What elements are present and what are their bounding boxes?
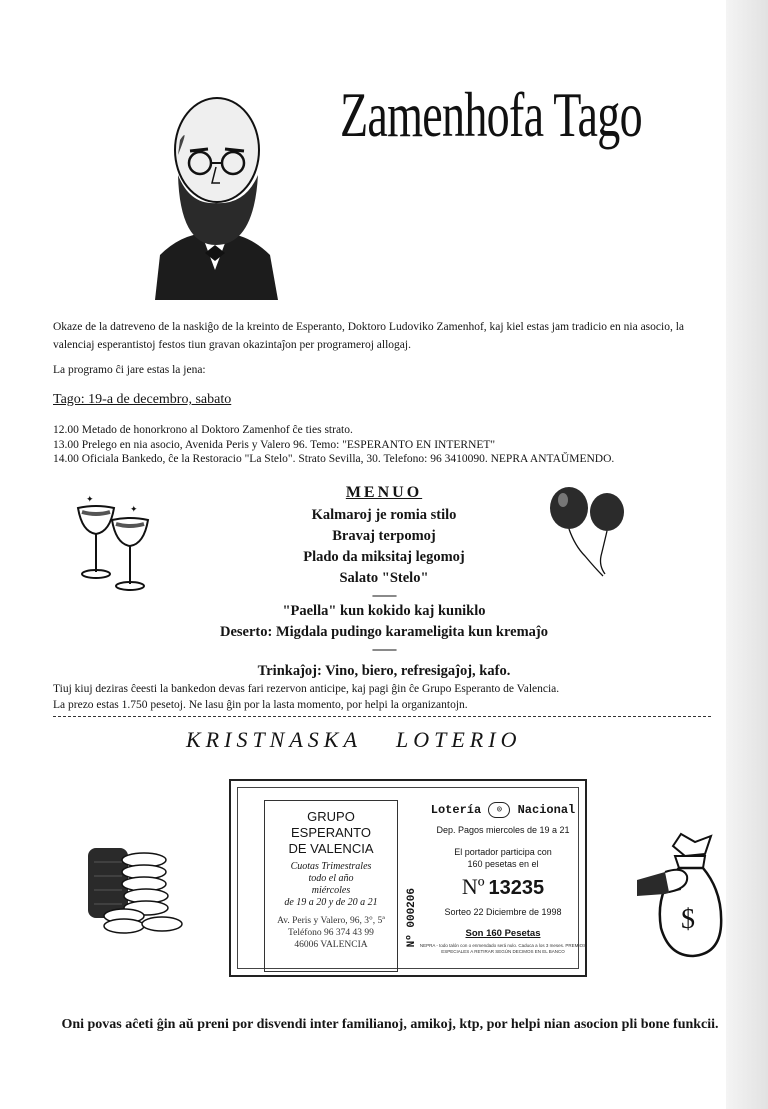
svg-text:✦: ✦ xyxy=(86,494,94,504)
closing-text: Oni povas aĉeti ĝin aŭ preni por disvendi inter familianoj, amikoj, ktp, por helpi nian asocion pli bone funkcii. xyxy=(61,1017,719,1032)
portador-line: 160 pesetas en el xyxy=(467,859,539,869)
reservation-note xyxy=(53,681,733,713)
ticket-details xyxy=(418,802,588,955)
schedule-item: 14.00 Oficiala Bankedo, ĉe la Restoracio "La Stelo". Strato Sevilla, 30. Telefono: 96 3410090. NEPRA ANTAŬMENDO. xyxy=(53,453,615,465)
stamp-schedule-line: todo el año xyxy=(308,873,354,884)
ticket-serial: Nº 000206 xyxy=(406,888,418,948)
stamp-address-line: Teléfono 96 374 43 99 xyxy=(288,928,374,938)
menu-item: "Paella" kun kokido kaj kuniklo xyxy=(282,603,486,619)
portador-line: El portador participa con xyxy=(454,847,552,857)
page-title: Zamenhofa Tago xyxy=(340,79,642,150)
menu-section xyxy=(120,482,648,682)
menu-title: MENUO xyxy=(345,484,423,501)
stamp-schedule-line: miércoles xyxy=(311,885,351,896)
menu-item: Salato "Stelo" xyxy=(339,570,429,586)
menu-item: Plado da miksitaj legomoj xyxy=(303,549,465,565)
day-heading: Tago: 19-a de decembro, sabato xyxy=(53,392,232,407)
number-prefix: Nº xyxy=(461,874,485,899)
stamp-name-line: ESPERANTO xyxy=(291,825,371,840)
schedule-list xyxy=(53,423,733,467)
page-shadow-edge xyxy=(726,0,768,1109)
intro-paragraph: Okaze de la datreveno de la naskiĝo de la kreinto de Esperanto, Doktoro Ludoviko Zamenhof, kaj kiel estas jam tradicio en nia asocio, la valenciaj esperantistoj festos tiun gravan okazintaĵon per programeroj allogaj. xyxy=(53,321,685,351)
lottery-title: KRISTNASKA LOTERIO xyxy=(186,727,522,752)
zamenhof-portrait xyxy=(150,95,280,300)
brand-left: Lotería xyxy=(430,803,482,818)
coins-stack-icon xyxy=(84,842,194,942)
ticket-frame xyxy=(237,787,587,969)
schedule-item: 13.00 Prelego en nia asocio, Avenida Peris y Valero 96. Temo: "ESPERANTO EN INTERNET" xyxy=(53,438,496,451)
association-stamp xyxy=(264,800,398,972)
ticket-number-row xyxy=(418,874,588,900)
fine-print: NEPRA - todo talón con o enmendado será nulo. Caduca a los 3 meses. PREMIOS ESPECIALES A RETIRAR SEGÚN DECIMOS EN EL BANCO xyxy=(419,943,587,954)
dashed-divider xyxy=(53,716,711,717)
sorteo-line: Sorteo 22 Diciembre de 1998 xyxy=(444,907,562,917)
menu-separator: -------- xyxy=(372,588,396,602)
stamp-address-line: Av. Peris y Valero, 96, 3°, 5ª xyxy=(277,916,385,926)
note-line: Tiuj kiuj deziras ĉeesti la bankedon devas fari rezervon anticipe, kaj pagi ĝin ĉe Grupo Esperanto de Valencia. xyxy=(53,683,560,695)
pagos-line: Dep. Pagos miercoles de 19 a 21 xyxy=(436,825,570,835)
brand-right: Nacional xyxy=(517,803,576,818)
stamp-schedule-line: Cuotas Trimestrales xyxy=(290,861,372,872)
lottery-brand xyxy=(418,802,588,818)
ticket-number: 13235 xyxy=(488,877,545,899)
stamp-name-line: GRUPO xyxy=(307,809,355,824)
menu-item: Bravaj terpomoj xyxy=(332,528,436,544)
stamp-schedule-line: de 19 a 20 y de 20 a 21 xyxy=(284,897,378,908)
son-line: Son 160 Pesetas xyxy=(465,928,541,939)
lottery-ticket xyxy=(229,779,587,977)
svg-text:✦: ✦ xyxy=(130,504,138,514)
menu-drinks: Trinkaĵoj: Vino, biero, refresigaĵoj, kafo. xyxy=(257,663,511,679)
note-line: La prezo estas 1.750 pesetoj. Ne lasu ĝin por la lasta momento, por helpi la organizantojn. xyxy=(53,699,468,711)
stamp-name-line: DE VALENCIA xyxy=(288,841,374,856)
stamp-address-line: 46006 VALENCIA xyxy=(294,940,368,950)
svg-text:$: $ xyxy=(681,904,695,935)
menu-item: Deserto: Migdala pudingo karameligita kun kremaĵo xyxy=(220,624,548,640)
program-intro: La programo ĉi jare estas la jena: xyxy=(53,364,206,376)
lottery-logo-icon: ◎ xyxy=(488,802,510,818)
menu-item: Kalmaroj je romia stilo xyxy=(311,507,457,523)
money-bag-icon xyxy=(635,832,725,962)
schedule-item: 12.00 Metado de honorkrono al Doktoro Zamenhof ĉe ties strato. xyxy=(53,424,353,436)
menu-separator: -------- xyxy=(372,642,396,656)
